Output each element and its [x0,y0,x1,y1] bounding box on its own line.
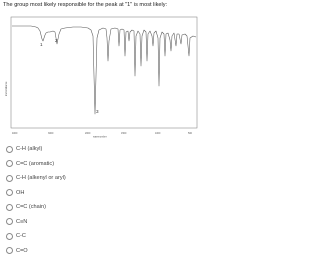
option-label: C≡N [16,218,28,225]
option-c-o[interactable] [6,245,126,257]
option-label: C=O [16,247,28,254]
peak-label-2: 2 [55,38,58,43]
x-tick-label: 2000 [85,132,91,135]
peak-label-1: 1 [40,42,43,47]
option-label: C=C (aromatic) [16,160,55,167]
radio-button[interactable] [6,189,13,196]
x-tick-label: 1500 [121,132,127,135]
option-label: C-H (alkenyl or aryl) [16,175,66,181]
radio-button[interactable] [6,146,13,153]
ir-spectrum-plot [3,16,199,140]
radio-button[interactable] [6,233,13,240]
y-axis-label: transmittance [5,81,8,96]
question-text: The group most likely responsible for the peak at "1" is most likely: [3,2,168,8]
x-tick-label: 4000 [12,132,18,135]
option-c-c[interactable] [6,230,126,242]
x-tick-label: 1000 [155,132,161,135]
radio-button[interactable] [6,160,13,167]
option-label: C=C (chain) [16,204,46,210]
x-axis-label: wavenumber [93,135,107,139]
ir-spectrum [3,16,199,140]
peak-label-3: 3 [96,109,99,114]
x-tick-label: 3000 [48,132,54,135]
option-label: C-C [16,233,26,239]
option-ch-alkenyl-aryl[interactable] [6,172,126,184]
radio-button[interactable] [6,175,13,182]
radio-button[interactable] [6,247,13,254]
plot-frame [11,17,197,128]
x-tick-label: 500 [188,132,192,135]
option-cn-triple[interactable] [6,216,126,228]
radio-button[interactable] [6,204,13,211]
option-label: OH [16,189,25,196]
option-label: C-H (alkyl) [16,146,43,152]
radio-button[interactable] [6,218,13,225]
option-ch-alkyl[interactable] [6,143,126,155]
option-cc-aromatic[interactable] [6,158,126,170]
option-oh[interactable] [6,187,126,199]
option-cc-chain[interactable] [6,201,126,213]
